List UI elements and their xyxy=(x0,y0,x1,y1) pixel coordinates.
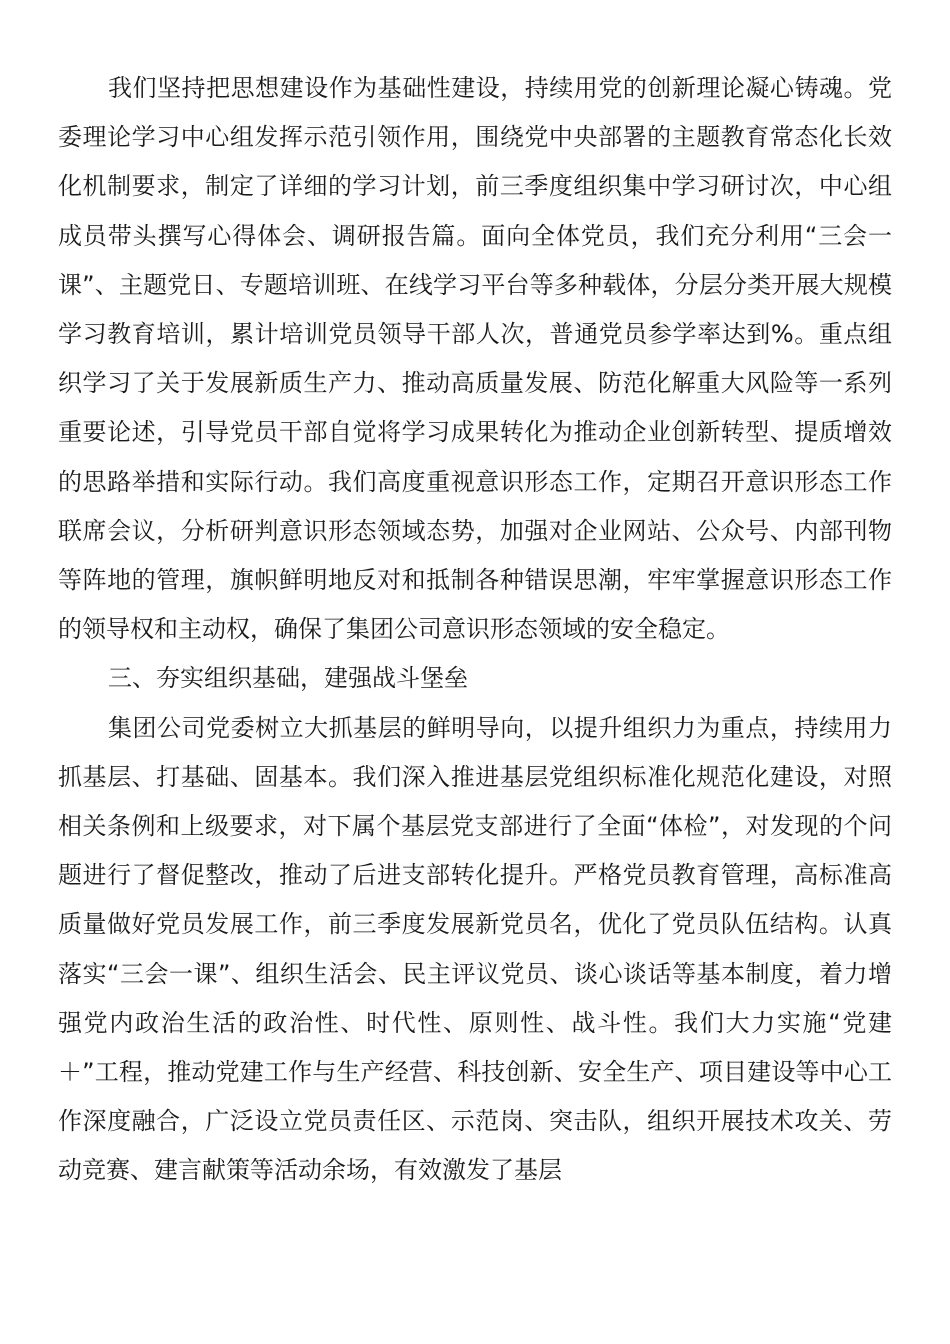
document-body xyxy=(58,64,892,1196)
paragraph-ideology: 我们坚持把思想建设作为基础性建设，持续用党的创新理论凝心铸魂。党委理论学习中心组发挥示范引领作用，围绕党中央部署的主题教育常态化长效化机制要求，制定了详细的学习计划，前三季度组织集中学习研讨次，中心组成员带头撰写心得体会、调研报告篇。面向全体党员，我们充分利用“三会一课”、主题党日、专题培训班、在线学习平台等多种载体，分层分类开展大规模学习教育培训，累计培训党员领导干部人次，普通党员参学率达到%。重点组织学习了关于发展新质生产力、推动高质量发展、防范化解重大风险等一系列重要论述，引导党员干部自觉将学习成果转化为推动企业创新转型、提质增效的思路举措和实际行动。我们高度重视意识形态工作，定期召开意识形态工作联席会议，分析研判意识形态领域态势，加强对企业网站、公众号、内部刊物等阵地的管理，旗帜鲜明地反对和抵制各种错误思潮，牢牢掌握意识形态工作的领导权和主动权，确保了集团公司意识形态领域的安全稳定。 xyxy=(58,74,892,644)
section-heading: 三、夯实组织基础，建强战斗堡垒 xyxy=(108,664,468,693)
paragraph-organization: 集团公司党委树立大抓基层的鲜明导向，以提升组织力为重点，持续用力抓基层、打基础、固基本。我们深入推进基层党组织标准化规范化建设，对照相关条例和上级要求，对下属个基层党支部进行了全面“体检”，对发现的个问题进行了督促整改，推动了后进支部转化提升。严格党员教育管理，高标准高质量做好党员发展工作，前三季度发展新党员名，优化了党员队伍结构。认真落实“三会一课”、组织生活会、民主评议党员、谈心谈话等基本制度，着力增强党内政治生活的政治性、时代性、原则性、战斗性。我们大力实施“党建＋”工程，推动党建工作与生产经营、科技创新、安全生产、项目建设等中心工作深度融合，广泛设立党员责任区、示范岗、突击队，组织开展技术攻关、劳动竞赛、建言献策等活动余场，有效激发了基层 xyxy=(58,713,892,1185)
